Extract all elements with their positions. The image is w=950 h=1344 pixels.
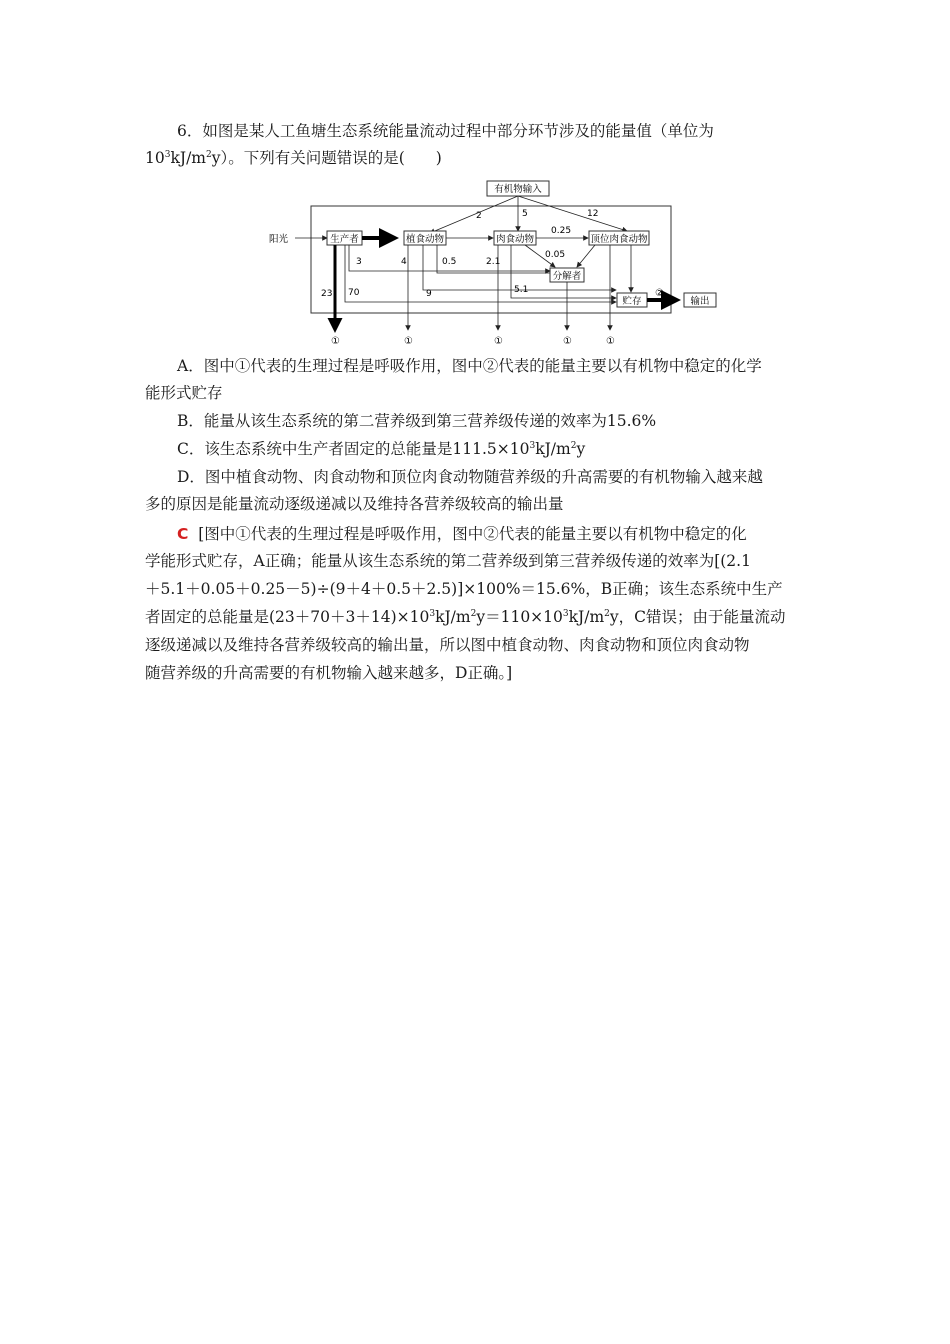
value-carnivore-to-top: 0.25 [551,226,572,236]
decomposer-label: 分解者 [552,271,582,282]
value-producer-storage: 70 [348,288,360,298]
value-producer-respiration: 23 [321,289,333,299]
circle-1-top: ① [606,336,615,347]
option-d-line2: 多的原因是能量流动逐级递减以及维持各营养级较高的输出量 [145,495,564,513]
value-herbivore-4: 4 [401,257,407,267]
value-input-carnivore: 5 [522,209,528,219]
answer-line3: ＋5.1＋0.05＋0.25－5)÷(9＋4＋0.5＋2.5)]×100%＝15.6%，B正确；该生态系统中生产 [145,580,783,598]
herbivore-label: 植食动物 [405,234,445,245]
question-number: 6． [177,122,203,140]
value-herbivore-decomposer: 0.5 [442,257,457,267]
energy-flow-diagram [265,178,725,348]
storage-label: 贮存 [622,296,642,307]
answer-line1: C [图中①代表的生理过程是呼吸作用，图中②代表的能量主要以有机物中稳定的化 [177,525,747,543]
output-label: 输出 [690,296,710,307]
value-input-top: 12 [587,209,599,219]
answer-line2: 学能形式贮存，A正确；能量从该生态系统的第二营养级到第三营养级传递的效率为[(2.1 [145,552,751,570]
answer-line4: 者固定的总能量是$(23+70+3+14)\times 10^3kJ/m^2y=110\times 10^3kJ/m^2y$，C错误；由于能量流动 [145,608,786,626]
circle-2-label: ② [655,288,664,299]
sunlight-label: 阳光 [269,234,289,245]
answer-letter: C [177,525,189,543]
producer-label: 生产者 [330,234,359,245]
option-a-line1: A．图中①代表的生理过程是呼吸作用，图中②代表的能量主要以有机物中稳定的化学 [177,357,762,375]
circle-1-herbivore: ① [404,336,413,347]
carnivore-label: 肉食动物 [495,234,535,245]
answer-line6: 随营养级的升高需要的有机物输入越来越多，D正确。] [145,664,513,682]
value-input-herbivore: 2 [476,211,482,221]
question-stem-line1: 6．如图是某人工鱼塘生态系统能量流动过程中部分环节涉及的能量值（单位为 [177,122,714,140]
value-carnivore-storage: 5.1 [514,285,529,295]
option-b: B．能量从该生态系统的第二营养级到第三营养级传递的效率为15.6% [177,412,657,430]
circle-1-producer: ① [331,336,340,347]
option-a-line2: 能形式贮存 [145,384,223,402]
top-carnivore-label: 顶位肉食动物 [590,234,648,245]
value-carnivore-decomposer: 0.05 [545,250,566,260]
circle-1-decomposer: ① [563,336,572,347]
option-d-line1: D．图中植食动物、肉食动物和顶位肉食动物随营养级的升高需要的有机物输入越来越 [177,468,763,486]
option-c: C．该生态系统中生产者固定的总能量是$111.5\times 10^3kJ/m^2y$ [177,440,586,458]
answer-line5: 逐级递减以及维持各营养级较高的输出量，所以图中植食动物、肉食动物和顶位肉食动物 [145,636,750,654]
circle-1-carnivore: ① [494,336,503,347]
value-producer-decomposer: 3 [356,257,362,267]
question-stem-line2: $10^3kJ/m^2y$）。下列有关问题错误的是( ) [145,149,442,167]
organic-input-label: 有机物输入 [494,184,542,195]
value-herbivore-9: 9 [426,289,432,299]
value-carnivore-respiration: 2.1 [486,257,501,267]
